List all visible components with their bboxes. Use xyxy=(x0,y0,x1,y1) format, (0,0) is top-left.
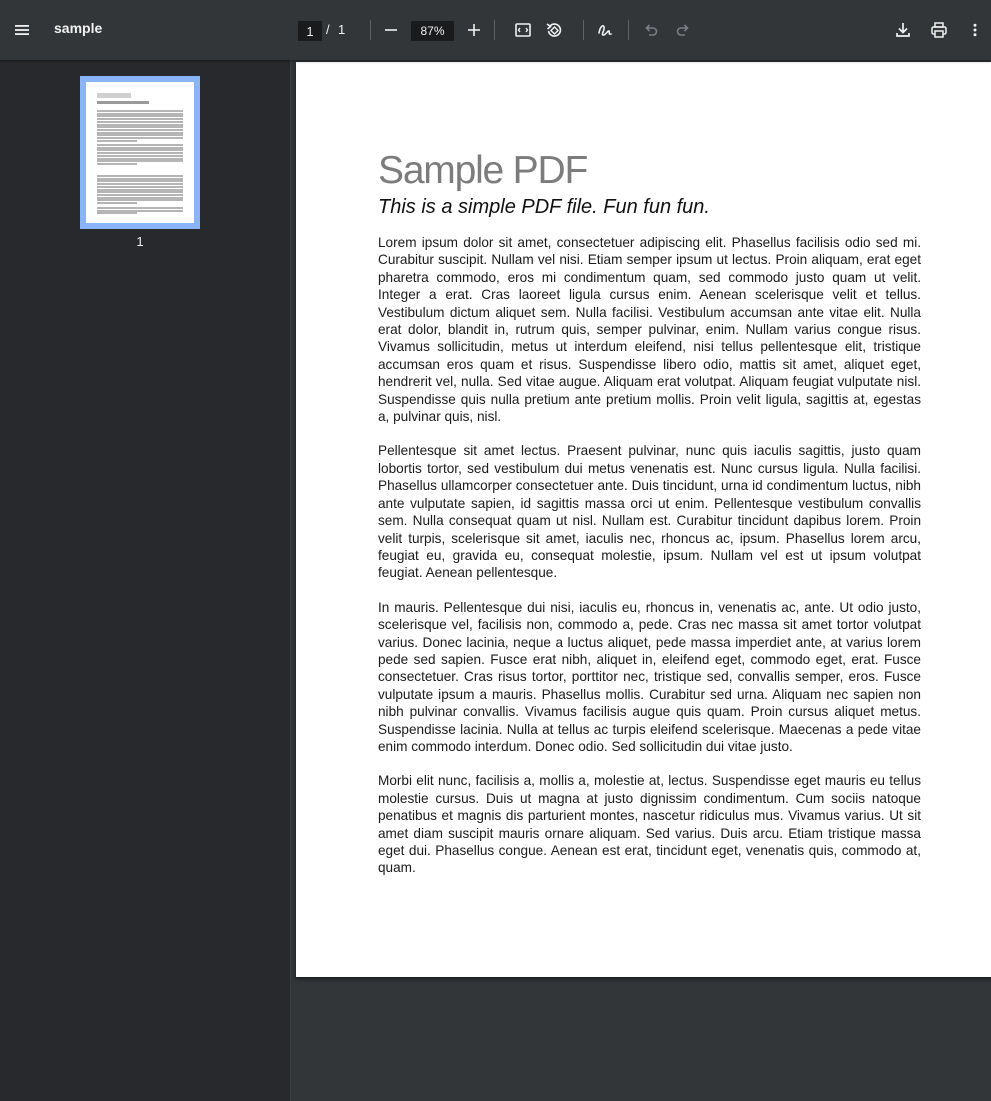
pdf-paragraph: Pellentesque sit amet lectus. Praesent pulvinar, nunc quis iaculis sagittis, justo quam lobortis tortor, sed vestibulum dui metus venenatis est. Nunc cursus ligula. Nulla facilisi. Phasellus ullamcorper consectetuer ante. Duis tincidunt, urna id condimentum luctus, nibh ante vulputate sapien, id sagittis massa orci ut enim. Pellentesque vestibulum convallis sem. Nulla consequat quam ut nisl. Nullam est. Curabitur tincidunt dapibus lorem. Proin velit turpis, scelerisque sit amet, iaculis nec, rhoncus ac, ipsum. Phasellus lorem arcu, feugiat eu, gravida eu, consequat molestie, ipsum. Nullam vel est ut ipsum volutpat feugiat. Aenean pellentesque. xyxy=(378,443,921,581)
thumbnail-text-line xyxy=(97,152,183,154)
pdf-title: Sample PDF xyxy=(378,149,588,192)
hamburger-menu-icon[interactable] xyxy=(6,14,38,46)
thumbnail-text-line xyxy=(97,147,183,149)
toolbar-divider xyxy=(494,20,495,40)
pdf-paragraph: Morbi elit nunc, facilisis a, mollis a, molestie at, lectus. Suspendisse eget mauris eu tellus molestie cursus. Duis ut magna at justo dignissim condimentum. Cum sociis natoque penatibus et magnis dis parturient montes, nascetur ridiculus mus. Vivamus varius. Ut sit amet diam suscipit mauris ornare aliquam. Sed varius. Duis arcu. Etiam tristique massa eget dui. Phasellus congue. Aenean est erat, tincidunt eget, venenatis quis, commodo at, quam. xyxy=(378,773,921,876)
download-icon[interactable] xyxy=(887,14,919,46)
thumbnail-text-line xyxy=(97,210,183,212)
thumbnail-text-line xyxy=(97,140,137,142)
rotate-icon[interactable] xyxy=(538,14,570,46)
zoom-out-icon[interactable] xyxy=(375,14,407,46)
pdf-subtitle: This is a simple PDF file. Fun fun fun. xyxy=(378,196,710,218)
pdf-paragraph: In mauris. Pellentesque dui nisi, iaculis eu, rhoncus in, venenatis ac, ante. Ut odio justo, scelerisque vel, facilisis non, commodo a, pede. Cras nec massa sit amet tortor volutpat varius. Donec lacinia, neque a luctus aliquet, pede massa imperdiet ante, at varius lorem pede sed sapien. Fusce erat nibh, aliquet in, eleifend eget, commodo eget, erat. Fusce consectetuer. Cras risus tortor, porttitor nec, tristique sed, convallis semper, eros. Fusce vulputate ipsum a mauris. Phasellus mollis. Curabitur sed urna. Aliquam nec sapien non nibh pulvinar convallis. Vivamus facilisis augue quis quam. Proin cursus aliquet metus. Suspendisse lacinia. Nulla at tellus ac turpis eleifend scelerisque. Maecenas a pede vitae enim commodo interdum. Donec odio. Sed sollicitudin dui vitae justo. xyxy=(378,599,921,754)
thumbnail-text-line xyxy=(97,110,183,112)
thumbnail-text-line xyxy=(97,132,183,134)
page-separator: / xyxy=(326,22,330,37)
thumbnail-text-line xyxy=(97,126,183,128)
thumbnail-text-line xyxy=(97,160,183,162)
print-icon[interactable] xyxy=(923,14,955,46)
pdf-page-content xyxy=(378,148,921,894)
thumbnail-text-line xyxy=(97,207,183,209)
pdf-page xyxy=(296,62,991,977)
page-total: 1 xyxy=(338,22,346,37)
document-title: sample xyxy=(54,20,103,36)
thumbnail-text-line xyxy=(97,158,183,160)
toolbar-divider xyxy=(628,20,629,40)
thumbnail-text-line xyxy=(97,183,183,185)
thumbnail-text-line xyxy=(97,180,183,182)
toolbar-divider xyxy=(583,20,584,40)
thumbnail-page-preview xyxy=(86,82,194,223)
thumbnail-text-line xyxy=(97,178,183,180)
thumbnail-text-line xyxy=(97,189,183,191)
thumbnail-text-line xyxy=(97,199,183,201)
thumbnail-text-line xyxy=(97,202,137,204)
document-viewer[interactable] xyxy=(291,60,991,1101)
thumbnail-text-line xyxy=(97,155,183,157)
thumbnail-text-line xyxy=(97,149,183,151)
thumbnail-text-line xyxy=(97,186,183,188)
thumbnail-text-line xyxy=(97,121,183,123)
thumbnail-text-line xyxy=(97,134,183,136)
thumbnail-text-line xyxy=(97,129,183,131)
page-thumbnail[interactable] xyxy=(80,76,200,229)
thumbnail-sidebar xyxy=(0,60,291,1101)
thumbnail-text-line xyxy=(97,144,183,146)
redo-icon[interactable] xyxy=(667,14,699,46)
thumbnail-text-line xyxy=(97,191,183,193)
zoom-in-icon[interactable] xyxy=(458,14,490,46)
pdf-toolbar xyxy=(0,0,991,60)
thumbnail-text-line xyxy=(97,197,183,199)
thumbnail-text-line xyxy=(97,212,137,214)
zoom-level-input[interactable] xyxy=(411,21,454,41)
thumbnail-text-line xyxy=(97,113,183,115)
fit-page-icon[interactable] xyxy=(507,14,539,46)
more-vert-icon[interactable] xyxy=(959,14,991,46)
thumbnail-text-line xyxy=(97,124,183,126)
thumbnail-text-line xyxy=(97,118,183,120)
thumbnail-page-number: 1 xyxy=(136,234,144,249)
toolbar-divider xyxy=(370,20,371,40)
annotate-pen-icon[interactable] xyxy=(589,14,621,46)
page-number-input[interactable] xyxy=(298,21,322,41)
thumbnail-text-line xyxy=(97,175,183,177)
thumbnail-text-line xyxy=(97,115,183,117)
thumbnail-text-line xyxy=(97,137,183,139)
undo-icon[interactable] xyxy=(635,14,667,46)
thumbnail-text-line xyxy=(97,194,183,196)
pdf-paragraph: Lorem ipsum dolor sit amet, consectetuer adipiscing elit. Phasellus facilisis odio sed mi. Curabitur suscipit. Nullam vel nisi. Etiam semper ipsum ut lectus. Proin aliquam, erat eget pharetra commodo, eros mi condimentum quam, sed commodo justo quam ut velit. Integer a erat. Cras laoreet ligula cursus enim. Aenean scelerisque velit et tellus. Vestibulum dictum aliquet sem. Nulla facilisi. Vestibulum accumsan ante vitae elit. Nulla erat dolor, blandit in, rutrum quis, semper pulvinar, enim. Nullam varius congue risus. Vivamus sollicitudin, metus ut interdum eleifend, nisi tellus pellentesque elit, tristique accumsan eros quam et risus. Suspendisse libero odio, mattis sit amet, aliquet eget, hendrerit vel, nulla. Sed vitae augue. Aliquam erat volutpat. Aliquam feugiat vulputate nisl. Suspendisse quis nulla pretium ante pretium mollis. Proin velit ligula, sagittis at, egestas a, pulvinar quis, nisl. xyxy=(378,235,921,425)
thumbnail-text-line xyxy=(97,163,137,165)
